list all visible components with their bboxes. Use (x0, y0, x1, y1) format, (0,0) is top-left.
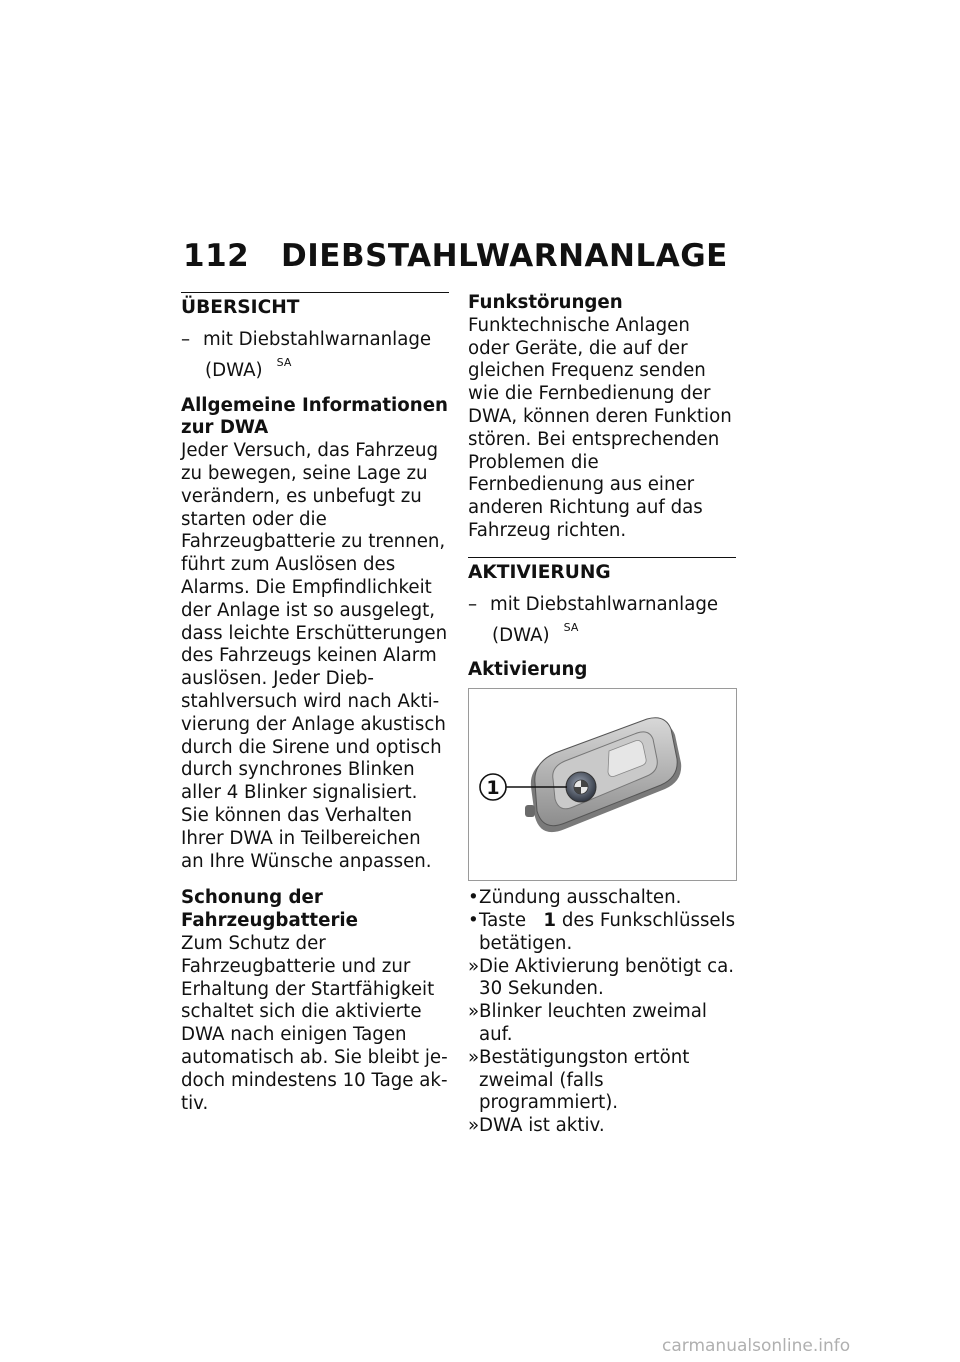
left-column (181, 292, 449, 1127)
watermark: carmanualsonline.info (662, 1336, 851, 1356)
battery-title: Schonung der Fahrzeugbatterie (181, 887, 358, 932)
step-text-post: des Funkschlüssels betätigen. (479, 909, 736, 954)
general-info-text-2: Sie können das Verhalten Ihrer DWA in Teilbereichen an Ihre Wünsche anpassen. (181, 804, 432, 872)
result-marker: » (468, 1046, 480, 1068)
step-reference-number: 1 (543, 909, 557, 931)
activation-subtitle: Aktivierung (468, 659, 588, 681)
result-marker: » (468, 955, 480, 977)
battery-block (181, 887, 449, 1115)
step-press-button (468, 910, 736, 956)
result-text: Blinker leuchten zweimal auf. (479, 1001, 707, 1045)
step-text: Zündung ausschalten. (479, 887, 682, 909)
requirement-text: mit Diebstahlwarnanlage (DWA) (203, 329, 432, 381)
section-title-activation: AKTIVIERUNG (468, 557, 736, 584)
requirement-text: mit Diebstahlwarnanlage (DWA) (490, 593, 719, 646)
figure-callout-1: 1 (486, 777, 500, 800)
section-title-overview: ÜBERSICHT (181, 292, 449, 319)
result-marker: » (468, 1115, 480, 1137)
result-active (468, 1115, 736, 1138)
result-blinkers (468, 1001, 736, 1047)
interference-title: Funkstörungen (468, 292, 623, 313)
activation-steps (468, 887, 736, 1138)
interference-block (468, 292, 736, 543)
general-info-title: Allgemeine Informationen zur DWA (181, 394, 449, 439)
result-tone (468, 1047, 736, 1115)
key-fob-illustration (469, 689, 736, 880)
key-fob-figure (468, 688, 737, 881)
special-equipment-mark: SA (276, 355, 292, 369)
result-text: DWA ist aktiv. (479, 1115, 605, 1137)
result-text: Bestätigungston ertönt zweimal (falls programmiert). (479, 1046, 690, 1114)
result-duration (468, 956, 736, 1002)
requirement-dash: – (468, 593, 478, 615)
requirement-dash: – (181, 329, 191, 350)
interference-text: Funktechnische Anlagen oder Geräte, die auf der gleichen Frequenz senden wie die Fernbedienung der DWA, können deren Funktion stören. Bei entsprechenden Problemen die Fernbedienung aus einer anderen Richtung auf das Fahrzeug richten. (468, 314, 732, 541)
result-text: Die Aktivierung benötigt ca. 30 Sekunden. (479, 955, 735, 1000)
battery-text: Zum Schutz der Fahrzeugbatterie und zur Erhaltung der Startfähigkeit schaltet sich die aktivierte DWA nach einigen Tagen automatisch ab. Sie bleibt jedoch mindestens 10 Tage aktiv. (181, 932, 448, 1114)
step-ignition-off (468, 887, 736, 910)
right-column (468, 292, 736, 1138)
bullet-marker: • (468, 887, 479, 909)
general-info-text: Jeder Versuch, das Fahrzeug zu bewegen, seine Lage zu verändern, es unbefugt zu starten oder die Fahrzeugbatterie zu trennen, führt zum Auslösen des Alarms. Die Empfindlichkeit der Anlage ist so ausgelegt, dass leichte Erschütterungen des Fahrzeugs keinen Alarm auslösen. Jeder Diebstahlversuch wird nach Aktivierung der Anlage akustisch durch die Sirene und optisch durch synchrones Blinken aller 4 Blinker signalisiert. (181, 440, 448, 804)
page-header (183, 238, 728, 274)
step-text-pre: Taste (479, 909, 527, 931)
chapter-title: DIEBSTAHLWARNANLAGE (281, 238, 728, 274)
general-info-block (181, 395, 449, 874)
special-equipment-mark: SA (563, 620, 579, 634)
requirement-line (181, 329, 449, 383)
bullet-marker: • (468, 909, 479, 931)
result-marker: » (468, 1001, 480, 1023)
requirement-line-2 (468, 594, 736, 648)
page-number: 112 (183, 238, 250, 274)
